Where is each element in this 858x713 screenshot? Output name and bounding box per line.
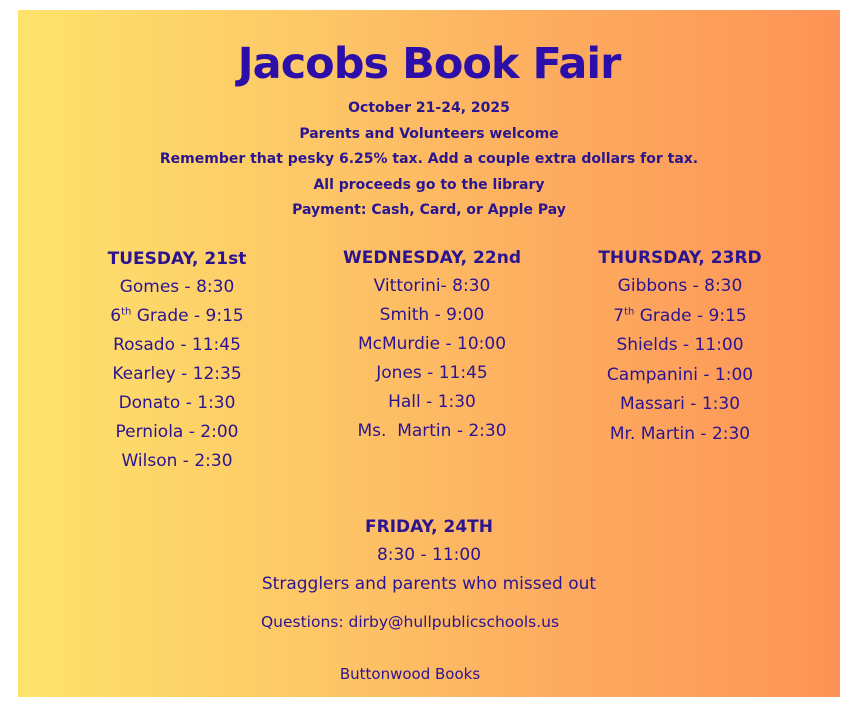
schedule-row: Smith - 9:00 [379, 305, 485, 325]
wednesday-schedule [318, 245, 546, 446]
schedule-row: Wilson - 2:30 [121, 451, 233, 471]
friday-note: Stragglers and parents who missed out [261, 574, 597, 594]
schedule-row: Campanini - 1:00 [606, 364, 754, 385]
day-heading: THURSDAY, 23RD [598, 248, 762, 268]
thursday-schedule [573, 245, 787, 449]
schedule-row: Kearley - 12:35 [112, 364, 242, 384]
payment-note: Payment: Cash, Card, or Apple Pay [292, 202, 566, 218]
tax-note: Remember that pesky 6.25% tax. Add a couple extra dollars for tax. [159, 151, 699, 167]
schedule-row: Shields - 11:00 [616, 335, 744, 355]
book-fair-flyer [18, 10, 840, 697]
schedule-row: Donato - 1:30 [118, 393, 236, 413]
schedule-row: 7th Grade - 9:15 [613, 305, 747, 326]
event-info [18, 96, 840, 224]
schedule-row: Gomes - 8:30 [119, 277, 235, 297]
day-heading: FRIDAY, 24TH [364, 517, 494, 537]
friday-schedule [198, 513, 660, 599]
tuesday-schedule [70, 246, 284, 476]
schedule-row: Jones - 11:45 [376, 363, 488, 383]
schedule-row: Rosado - 11:45 [113, 335, 241, 355]
flyer-title: Jacobs Book Fair [237, 39, 621, 89]
volunteers-note: Parents and Volunteers welcome [299, 125, 559, 142]
schedule-row: Hall - 1:30 [388, 392, 476, 412]
schedule-row: Vittorini- 8:30 [373, 276, 491, 296]
event-dates: October 21-24, 2025 [348, 100, 510, 116]
schedule-row: Gibbons - 8:30 [617, 276, 743, 296]
schedule-row: Mr. Martin - 2:30 [609, 423, 751, 444]
day-heading: TUESDAY, 21st [107, 249, 247, 269]
questions-contact: Questions: dirby@hullpublicschools.us [260, 613, 560, 631]
schedule-row: 6th Grade - 9:15 [110, 306, 244, 326]
schedule-row: Ms. Martin - 2:30 [357, 421, 507, 441]
day-heading: WEDNESDAY, 22nd [342, 248, 521, 268]
friday-time: 8:30 - 11:00 [376, 545, 482, 565]
footer-credit: Buttonwood Books [339, 665, 481, 683]
schedule-row: Perniola - 2:00 [115, 422, 239, 442]
schedule-row: Massari - 1:30 [619, 394, 741, 414]
schedule-row: McMurdie - 10:00 [357, 334, 507, 354]
proceeds-note: All proceeds go to the library [313, 176, 545, 193]
